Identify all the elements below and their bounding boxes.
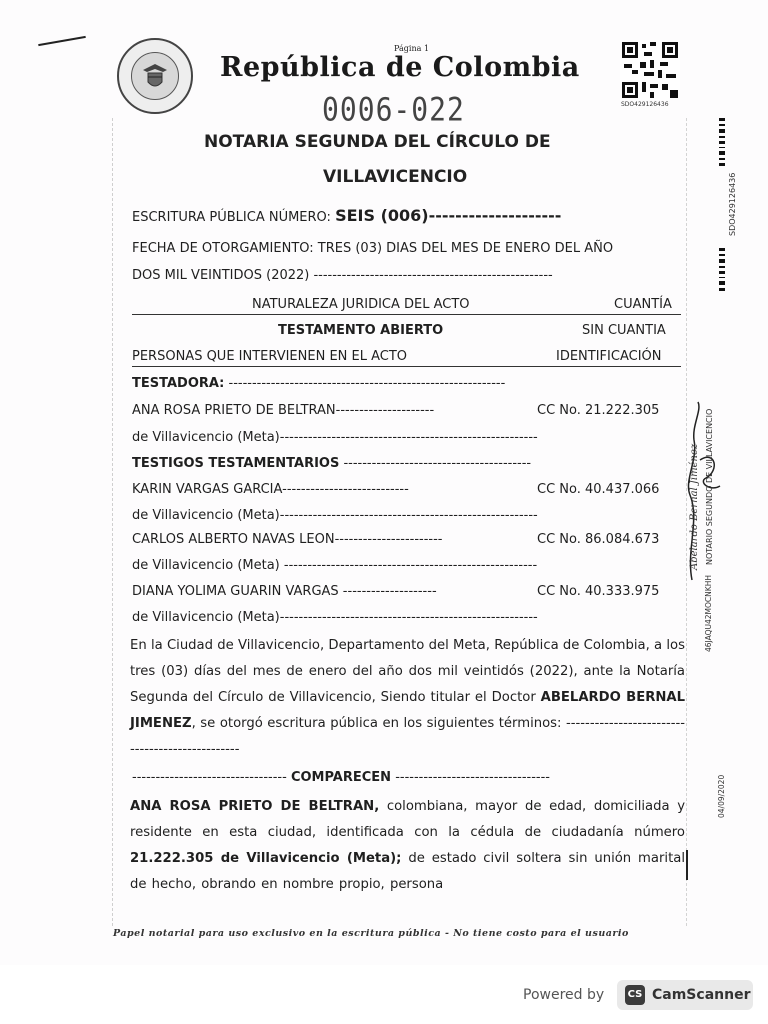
id-header: IDENTIFICACIÓN [556,349,662,364]
date-line-2: DOS MIL VEINTIDOS (2022) --------------------------------------------------- [132,268,553,283]
notary-title: NOTARIA SEGUNDA DEL CÍRCULO DE [204,132,551,152]
testator-city: de Villavicencio (Meta)------------------------------------------------------- [132,430,538,445]
appearance-paragraph [130,794,685,898]
divider [132,366,681,367]
testator-name-bold: ANA ROSA PRIETO DE BELTRAN, [130,799,380,814]
witness1-name: KARIN VARGAS GARCIA--------------------------- [132,482,409,497]
opening-paragraph [130,633,685,763]
qr-code-id: SDO429126436 [621,101,669,108]
witness2-city: de Villavicencio (Meta) ------------------------------------------------------ [132,558,538,573]
amount-header: CUANTÍA [614,297,672,312]
qr-code-icon [620,40,680,100]
nature-header: NATURALEZA JURIDICA DEL ACTO [252,297,470,312]
country-heading: República de Colombia [220,52,580,83]
coat-of-arms-seal [117,38,193,114]
comparecen-line [132,770,550,785]
witness3-city: de Villavicencio (Meta)------------------------------------------------------- [132,610,538,625]
security-code: 46JAQU42MOCNKHH [704,575,713,652]
pen-mark [38,36,86,46]
witnesses-dashes: ---------------------------------------- [339,456,532,471]
date-line-1: FECHA DE OTORGAMIENTO: TRES (03) DIAS DEL MES DE ENERO DEL AÑO [132,241,614,256]
testator-dashes: ----------------------------------------------------------- [224,376,506,391]
appearance-text-b: de estado civil soltera sin unión marital de hecho, obrando en nombre propio, persona [130,851,685,892]
powered-by-label: Powered by [523,987,605,1003]
witness1-id: CC No. 40.437.066 [537,482,660,497]
opening-text-b: , se otorgó escritura pública en los siguientes términos: ------------------------------------------------ [130,716,685,757]
appearance-text-a: colombiana, mayor de edad, domiciliada y residente en esta ciudad, identificada con la cédula de ciudadanía número [130,799,685,840]
witness3-id: CC No. 40.333.975 [537,584,660,599]
deed-number-label: ESCRITURA PÚBLICA NÚMERO: [132,210,331,225]
page-label: Página 1 [394,44,430,53]
deed-number-line [132,206,561,225]
witnesses-heading [132,456,531,471]
margin-date: 04/09/2020 [717,774,726,818]
testator-id-bold: 21.222.305 de Villavicencio (Meta); [130,851,402,866]
handwritten-number: 0006-022 [322,90,465,129]
act-type: TESTAMENTO ABIERTO [278,323,444,338]
act-amount: SIN CUANTIA [582,323,666,338]
opening-text-a: En la Ciudad de Villavicencio, Departamento del Meta, República de Colombia, a los tres (03) días del mes de enero del año dos mil veintidós (2022), ante la Notaría Segunda del Círculo de Villavicencio, Siendo titular el Doctor [130,638,685,705]
testator-name: ANA ROSA PRIETO DE BELTRAN--------------------- [132,403,435,418]
margin-mark [686,850,688,880]
comparecen-dashes-right: --------------------------------- [391,770,550,785]
witnesses-label: TESTIGOS TESTAMENTARIOS [132,456,340,471]
testator-heading [132,376,505,391]
comparecen-dashes-left: --------------------------------- [132,770,291,785]
camscanner-brand: CamScanner [652,987,751,1003]
testator-id: CC No. 21.222.305 [537,403,660,418]
testator-label: TESTADORA: [132,376,225,391]
notary-city: VILLAVICENCIO [323,167,468,187]
camscanner-logo-icon: CS [625,985,645,1005]
paper-footer-note: Papel notarial para uso exclusivo en la escritura pública - No tiene costo para el usuario [113,928,629,939]
witness3-name: DIANA YOLIMA GUARIN VARGAS -------------------- [132,584,437,599]
witness2-id: CC No. 86.084.673 [537,532,660,547]
stamp-text: NOTARIO SEGUNDO DE VILLAVICENCIO [705,408,714,565]
divider [132,314,681,315]
deed-number-dashes: -------------------- [428,206,562,225]
comparecen-heading: COMPARECEN [290,770,392,785]
deed-number: SEIS (006) [335,206,429,225]
persons-header: PERSONAS QUE INTERVIENEN EN EL ACTO [132,349,408,364]
signature-text: Abelardo Bernal Jiménez [689,443,700,570]
witness2-name: CARLOS ALBERTO NAVAS LEON----------------------- [132,532,443,547]
notary-name: ABELARDO BERNAL JIMENEZ [130,690,686,731]
barcode-text: SDO429126436 [728,172,737,236]
coat-of-arms-icon [131,52,179,100]
witness1-city: de Villavicencio (Meta)------------------------------------------------------- [132,508,538,523]
